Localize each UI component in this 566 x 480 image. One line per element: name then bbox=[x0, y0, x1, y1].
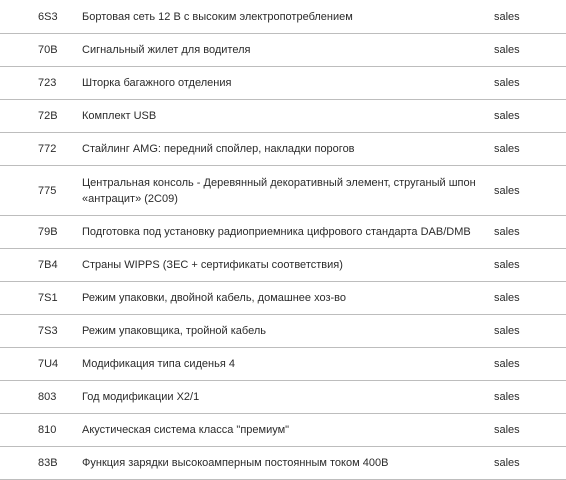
table-row bbox=[0, 0, 566, 34]
option-description: Шторка багажного отделения bbox=[82, 77, 232, 89]
option-description: Модификация типа сиденья 4 bbox=[82, 358, 235, 370]
option-type: sales bbox=[494, 184, 520, 197]
option-code: 83B bbox=[38, 457, 58, 469]
option-type: sales bbox=[494, 143, 520, 155]
option-type: sales bbox=[494, 77, 520, 89]
option-type: sales bbox=[494, 358, 520, 370]
table-row bbox=[0, 414, 566, 447]
table-row bbox=[0, 166, 566, 216]
option-type: sales bbox=[494, 424, 520, 436]
option-description: Режим упаковщика, тройной кабель bbox=[82, 325, 266, 337]
option-description: Бортовая сеть 12 В с высоким электропотреблением bbox=[82, 10, 353, 23]
option-code: 72B bbox=[38, 110, 58, 122]
option-description: Комплект USB bbox=[82, 110, 157, 122]
option-description: Центральная консоль - Деревянный декоративный элемент, струганый шпон «антрацит» (2C09) bbox=[82, 176, 476, 205]
option-description: Страны WIPPS (ЗЕС + сертификаты соответствия) bbox=[82, 259, 343, 271]
option-description: Режим упаковки, двойной кабель, домашнее хоз-во bbox=[82, 292, 346, 304]
option-type: sales bbox=[494, 226, 520, 238]
option-code: 7U4 bbox=[38, 358, 59, 370]
option-type: sales bbox=[494, 44, 520, 56]
option-type: sales bbox=[494, 391, 520, 403]
option-code: 772 bbox=[38, 143, 57, 155]
option-code: 7S3 bbox=[38, 325, 58, 337]
option-description: Акустическая система класса "премиум" bbox=[82, 424, 290, 436]
table-row bbox=[0, 249, 566, 282]
table-row bbox=[0, 133, 566, 166]
option-type: sales bbox=[494, 292, 520, 304]
option-type: sales bbox=[494, 325, 520, 337]
option-description: Стайлинг AMG: передний спойлер, накладки порогов bbox=[82, 143, 355, 155]
table-row bbox=[0, 381, 566, 414]
option-description: Функция зарядки высокоамперным постоянным током 400В bbox=[82, 457, 389, 469]
option-type: sales bbox=[494, 457, 520, 469]
option-type: sales bbox=[494, 259, 520, 271]
option-code: 723 bbox=[38, 77, 57, 89]
table-row bbox=[0, 315, 566, 348]
option-code: 803 bbox=[38, 391, 57, 403]
option-code: 79B bbox=[38, 226, 58, 238]
option-description: Год модификации X2/1 bbox=[82, 391, 200, 403]
table-row bbox=[0, 67, 566, 100]
option-code: 70B bbox=[38, 44, 58, 56]
table-row bbox=[0, 447, 566, 480]
option-description: Подготовка под установку радиоприемника цифрового стандарта DAB/DMB bbox=[82, 226, 471, 238]
option-code: 7B4 bbox=[38, 259, 58, 271]
option-type: sales bbox=[494, 110, 520, 122]
option-code: 810 bbox=[38, 424, 57, 436]
option-type: sales bbox=[494, 10, 520, 23]
table-row bbox=[0, 34, 566, 67]
option-description: Сигнальный жилет для водителя bbox=[82, 44, 251, 56]
table-row bbox=[0, 216, 566, 249]
option-code: 775 bbox=[38, 184, 57, 197]
option-code: 6S3 bbox=[38, 10, 58, 23]
option-code: 7S1 bbox=[38, 292, 58, 304]
table-row bbox=[0, 282, 566, 315]
table-row bbox=[0, 348, 566, 381]
table-row bbox=[0, 100, 566, 133]
